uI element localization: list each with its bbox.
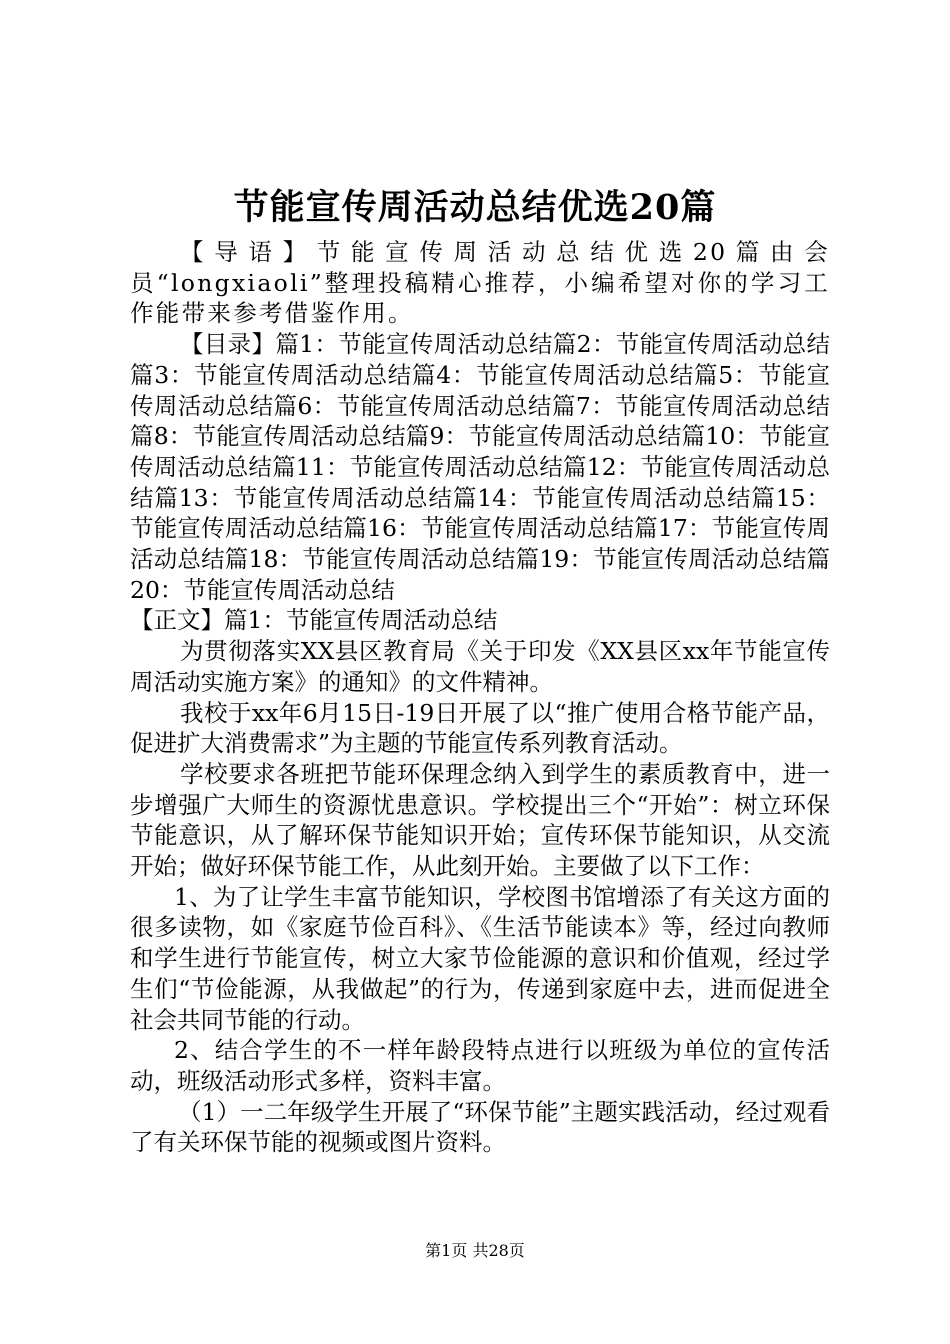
sub-item: （1）一二年级学生开展了“环保节能”主题实践活动，经过观看了有关环保节能的视频或图片资料。	[130, 1097, 830, 1157]
numbered-item: 1、为了让学生丰富节能知识，学校图书馆增添了有关这方面的很多读物，如《家庭节俭百科》、《生活节能读本》等，经过向教师和学生进行节能宣传，树立大家节俭能源的意识和价值观，经过学生们“节俭能源，从我做起”的行为，传递到家庭中去，进而促进全社会共同节能的行动。	[130, 882, 830, 1034]
body-paragraph: 我校于xx年6月15日-19日开展了以“推广使用合格节能产品，促进扩大消费需求”为主题的节能宣传系列教育活动。	[130, 698, 830, 758]
document-title: 节能宣传周活动总结优选20篇	[233, 187, 717, 228]
page-footer: 第1页 共28页	[425, 1241, 525, 1260]
body-paragraph: 学校要求各班把节能环保理念纳入到学生的素质教育中，进一步增强广大师生的资源忧患意识。学校提出三个“开始”：树立环保节能意识，从了解环保节能知识开始；宣传环保节能知识，从交流开始；做好环保节能工作，从此刻开始。主要做了以下工作：	[130, 759, 830, 881]
toc-paragraph: 【目录】篇1：节能宣传周活动总结篇2：节能宣传周活动总结篇3：节能宣传周活动总结篇4：节能宣传周活动总结篇5：节能宣传周活动总结篇6：节能宣传周活动总结篇7：节能宣传周活动总结篇8：节能宣传周活动总结篇9：节能宣传周活动总结篇10：节能宣传周活动总结篇11：节能宣传周活动总结篇12：节能宣传周活动总结篇13：节能宣传周活动总结篇14：节能宣传周活动总结篇15：节能宣传周活动总结篇16：节能宣传周活动总结篇17：节能宣传周活动总结篇18：节能宣传周活动总结篇19：节能宣传周活动总结篇20：节能宣传周活动总结	[130, 330, 830, 604]
guide-paragraph: 【导语】节能宣传周活动总结优选20篇由会员“longxiaoli”整理投稿精心推荐，小编希望对你的学习工作能带来参考借鉴作用。	[130, 238, 830, 328]
numbered-item: 2、结合学生的不一样年龄段特点进行以班级为单位的宣传活动，班级活动形式多样，资料丰富。	[130, 1036, 830, 1095]
document-body	[130, 237, 830, 1158]
main-text-heading: 【正文】篇1：节能宣传周活动总结	[130, 606, 498, 635]
body-paragraph: 为贯彻落实XX县区教育局《关于印发《XX县区xx年节能宣传周活动实施方案》的通知》的文件精神。	[130, 637, 830, 696]
